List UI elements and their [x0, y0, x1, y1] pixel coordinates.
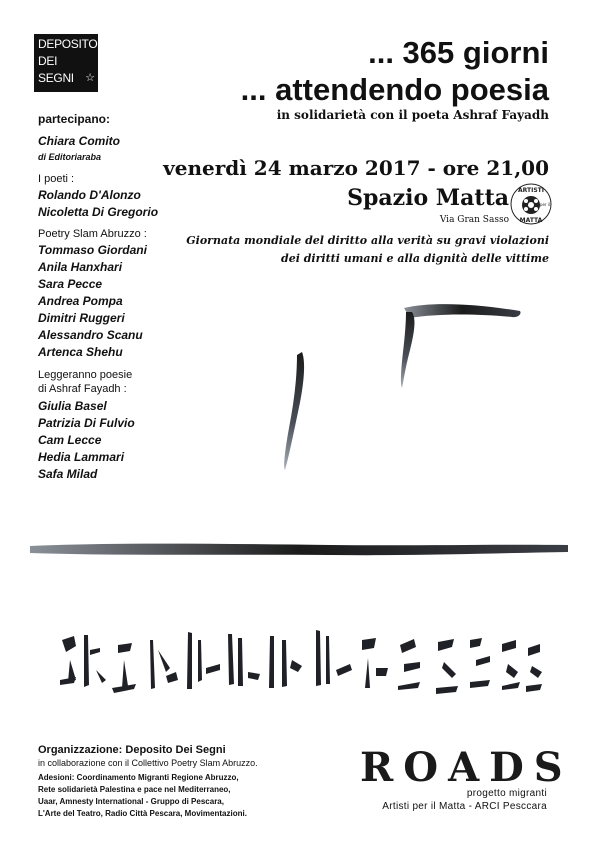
slam-poet-name: Tommaso Giordani [38, 243, 147, 257]
readers-label-1: Leggeranno poesie [38, 369, 133, 381]
title-line-1: ... 365 giorni [368, 35, 549, 70]
roads-subtitle-1: progetto migranti [466, 788, 547, 799]
description-line-1: Giornata mondiale del diritto alla verità su gravi violazioni [186, 234, 549, 247]
reader-name: Safa Milad [38, 467, 98, 481]
poet-name: Nicoletta Di Gregorio [38, 205, 159, 219]
reader-name: Hedia Lammari [38, 450, 125, 464]
participants-heading: partecipano: [38, 112, 111, 126]
adesioni-line: L'Arte del Teatro, Radio Città Pescara, Movimentazioni. [38, 809, 247, 818]
adesioni-line: Adesioni: Coordinamento Migranti Regione Abruzzo, [38, 773, 239, 782]
venue-logo-text-top: ARTISTI [518, 187, 544, 194]
brush-stroke-top [404, 304, 521, 318]
poet-name: Rolando D'Alonzo [38, 188, 141, 202]
brush-stroke-left-vertical [284, 352, 304, 470]
reader-name: Giulia Basel [38, 399, 107, 413]
description-line-2: dei diritti umani e alla dignità delle vittime [281, 252, 549, 265]
logo-line-2: DEI [38, 54, 58, 68]
subtitle: in solidarietà con il poeta Ashraf Fayadh [276, 108, 549, 122]
slam-poet-name: Sara Pecce [38, 277, 103, 291]
brush-stroke-horizontal-band [30, 544, 568, 556]
readers-label-2: di Ashraf Fayadh : [38, 383, 127, 395]
roads-subtitle-2: Artisti per il Matta - ARCI Pesccara [382, 801, 547, 812]
venue-logo-text-mid: per il [539, 202, 551, 207]
participant-chiara-comito: Chiara Comito [38, 134, 121, 148]
title-line-2: ... attendendo poesia [240, 72, 549, 107]
roads-logo: ROADS [360, 744, 573, 791]
adesioni-line: Uaar, Amnesty International - Gruppo di Pescara, [38, 797, 224, 806]
slam-label: Poetry Slam Abruzzo : [38, 228, 147, 240]
reader-name: Patrizia Di Fulvio [38, 416, 135, 430]
event-venue: Spazio Matta [347, 185, 509, 211]
reader-name: Cam Lecce [38, 433, 102, 447]
participant-affiliation: di Editoriaraba [38, 152, 102, 162]
slam-poet-name: Artenca Shehu [38, 345, 123, 359]
brush-stroke-right-vertical [401, 312, 415, 388]
logo-line-1: DEPOSITO [38, 37, 98, 51]
organization-collab: in collaborazione con il Collettivo Poetry Slam Abruzzo. [38, 758, 258, 768]
event-date: venerdì 24 marzo 2017 - ore 21,00 [163, 156, 549, 180]
adesioni-line: Rete solidarietà Palestina e pace nel Mediterraneo, [38, 785, 231, 794]
slam-poet-name: Andrea Pompa [38, 294, 123, 308]
slam-poet-name: Anila Hanxhari [38, 260, 123, 274]
abstract-script-row [60, 630, 542, 694]
slam-poet-name: Alessandro Scanu [38, 328, 143, 342]
venue-logo-text-bottom: MATTA [519, 217, 543, 224]
organization-title: Organizzazione: Deposito Dei Segni [38, 744, 226, 756]
slam-poet-name: Dimitri Ruggeri [38, 311, 125, 325]
star-icon: ☆ [85, 72, 95, 84]
event-street: Via Gran Sasso [439, 215, 509, 225]
poets-label: I poeti : [38, 173, 75, 185]
logo-line-3: SEGNI [38, 71, 74, 85]
